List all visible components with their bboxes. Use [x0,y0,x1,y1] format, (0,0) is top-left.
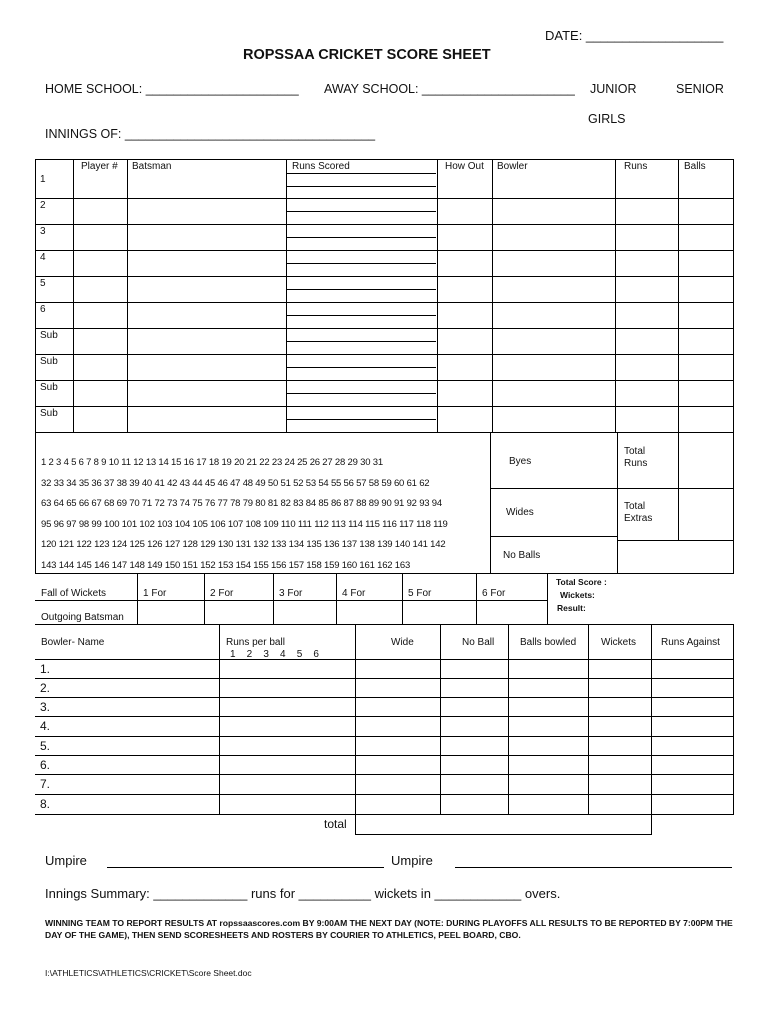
header-runs: Runs [624,161,648,172]
batting-row-label: 3 [40,226,46,237]
fall-of-wickets-label: Fall of Wickets [41,588,107,599]
total-extras-label: Total Extras [624,501,653,524]
document-path: I:\ATHLETICS\ATHLETICS\CRICKET\Score Sheet.doc [45,968,252,978]
batting-row-label: 4 [40,252,46,263]
byes-label: Byes [509,456,532,467]
bowling-row-label: 6. [40,758,51,772]
header-batsman: Batsman [132,161,172,172]
header-balls-bowled: Balls bowled [520,637,577,648]
bowling-row-label: 3. [40,700,51,714]
batting-row-label: 1 [40,174,46,185]
batting-row-label: Sub [40,330,58,341]
bowling-row-label: 5. [40,739,51,753]
umpire-2-field[interactable] [455,867,732,868]
bowling-row-label: 2. [40,681,51,695]
home-school-field[interactable]: HOME SCHOOL: ______________________ [45,82,299,96]
header-bowler: Bowler [497,161,528,172]
header-runs-scored: Runs Scored [292,161,350,172]
header-no-ball: No Ball [462,637,495,648]
result-label: Result: [557,603,586,613]
bowling-row-label: 7. [40,777,51,791]
no-balls-label: No Balls [503,550,541,561]
batting-row-label: Sub [40,382,58,393]
total-score-label: Total Score : [556,577,607,587]
bowling-total-label: total [324,817,347,831]
away-school-field[interactable]: AWAY SCHOOL: ______________________ [324,82,575,96]
wicket-2-label: 2 For [210,588,234,599]
header-runs-per-ball: Runs per ball [226,637,285,648]
innings-of-field[interactable]: INNINGS OF: ____________________________________ [45,127,376,141]
wickets-label: Wickets: [560,590,595,600]
total-runs-label: Total Runs [624,446,648,469]
header-wide: Wide [391,637,414,648]
wicket-1-label: 1 For [143,588,167,599]
batting-row-label: 2 [40,200,46,211]
outgoing-batsman-label: Outgoing Batsman [41,612,124,623]
run-tally[interactable]: 1 2 3 4 5 6 7 8 9 10 11 12 13 14 15 16 17 18 19 20 21 22 23 24 25 26 27 28 29 30 31 32 33 34 35 36 37 38 39 40 41 42 43 44 45 46 47 48 49 50 51 52 53 54 55 56 57 58 59 60 61 62 63 64 65 66 67 68 69 70 71 72 73 74 75 76 77 78 79 80 81 82 83 84 85 86 87 88 89 90 91 92 93 94 95 96 97 98 99 100 101 102 103 104 105 106 107 108 109 110 111 112 113 114 115 116 117 118 119 120 121 122 123 124 125 126 127 128 129 130 131 132 133 134 135 136 137 138 139 140 141 142 143 144 145 146 147 148 149 150 151 152 153 154 155 156 157 158 159 160 161 162 163 [41,457,448,571]
girls-option[interactable]: GIRLS [588,112,626,126]
wicket-6-label: 6 For [482,588,506,599]
wicket-4-label: 4 For [342,588,366,599]
wicket-3-label: 3 For [279,588,303,599]
header-ball-numbers: 1 2 3 4 5 6 [230,649,319,660]
innings-summary[interactable]: Innings Summary: _____________ runs for __________ wickets in ____________ overs. [45,886,561,901]
runs-scored-lines [287,159,437,432]
header-bowler-name: Bowler- Name [41,637,105,648]
header-balls: Balls [684,161,706,172]
batting-row-label: 5 [40,278,46,289]
header-how-out: How Out [445,161,484,172]
wicket-5-label: 5 For [408,588,432,599]
batting-row-label: Sub [40,356,58,367]
umpire-2-label: Umpire [391,853,433,868]
header-wickets: Wickets [601,637,636,648]
bowling-row-label: 1. [40,662,51,676]
bowling-row-label: 8. [40,797,51,811]
header-runs-against: Runs Against [661,637,720,648]
date-field[interactable]: DATE: ___________________ [545,28,724,43]
junior-option[interactable]: JUNIOR [590,82,637,96]
header-player-no: Player # [81,161,118,172]
reporting-notice: WINNING TEAM TO REPORT RESULTS AT ropssaascores.com BY 9:00AM THE NEXT DAY (NOTE: DURING PLAYOFFS ALL RESULTS TO BE REPORTED BY 7:00PM THE DAY OF THE GAME), THEN SEND SCORESHEETS AND ROSTERS BY COURIER TO ATHLETICS, PEEL BOARD, CBO. [45,918,733,940]
page-title: ROPSSAA CRICKET SCORE SHEET [243,47,491,63]
batting-row-label: 6 [40,304,46,315]
batting-row-label: Sub [40,408,58,419]
umpire-1-field[interactable] [107,867,384,868]
bowling-row-label: 4. [40,719,51,733]
umpire-1-label: Umpire [45,853,87,868]
senior-option[interactable]: SENIOR [676,82,724,96]
wides-label: Wides [506,507,534,518]
